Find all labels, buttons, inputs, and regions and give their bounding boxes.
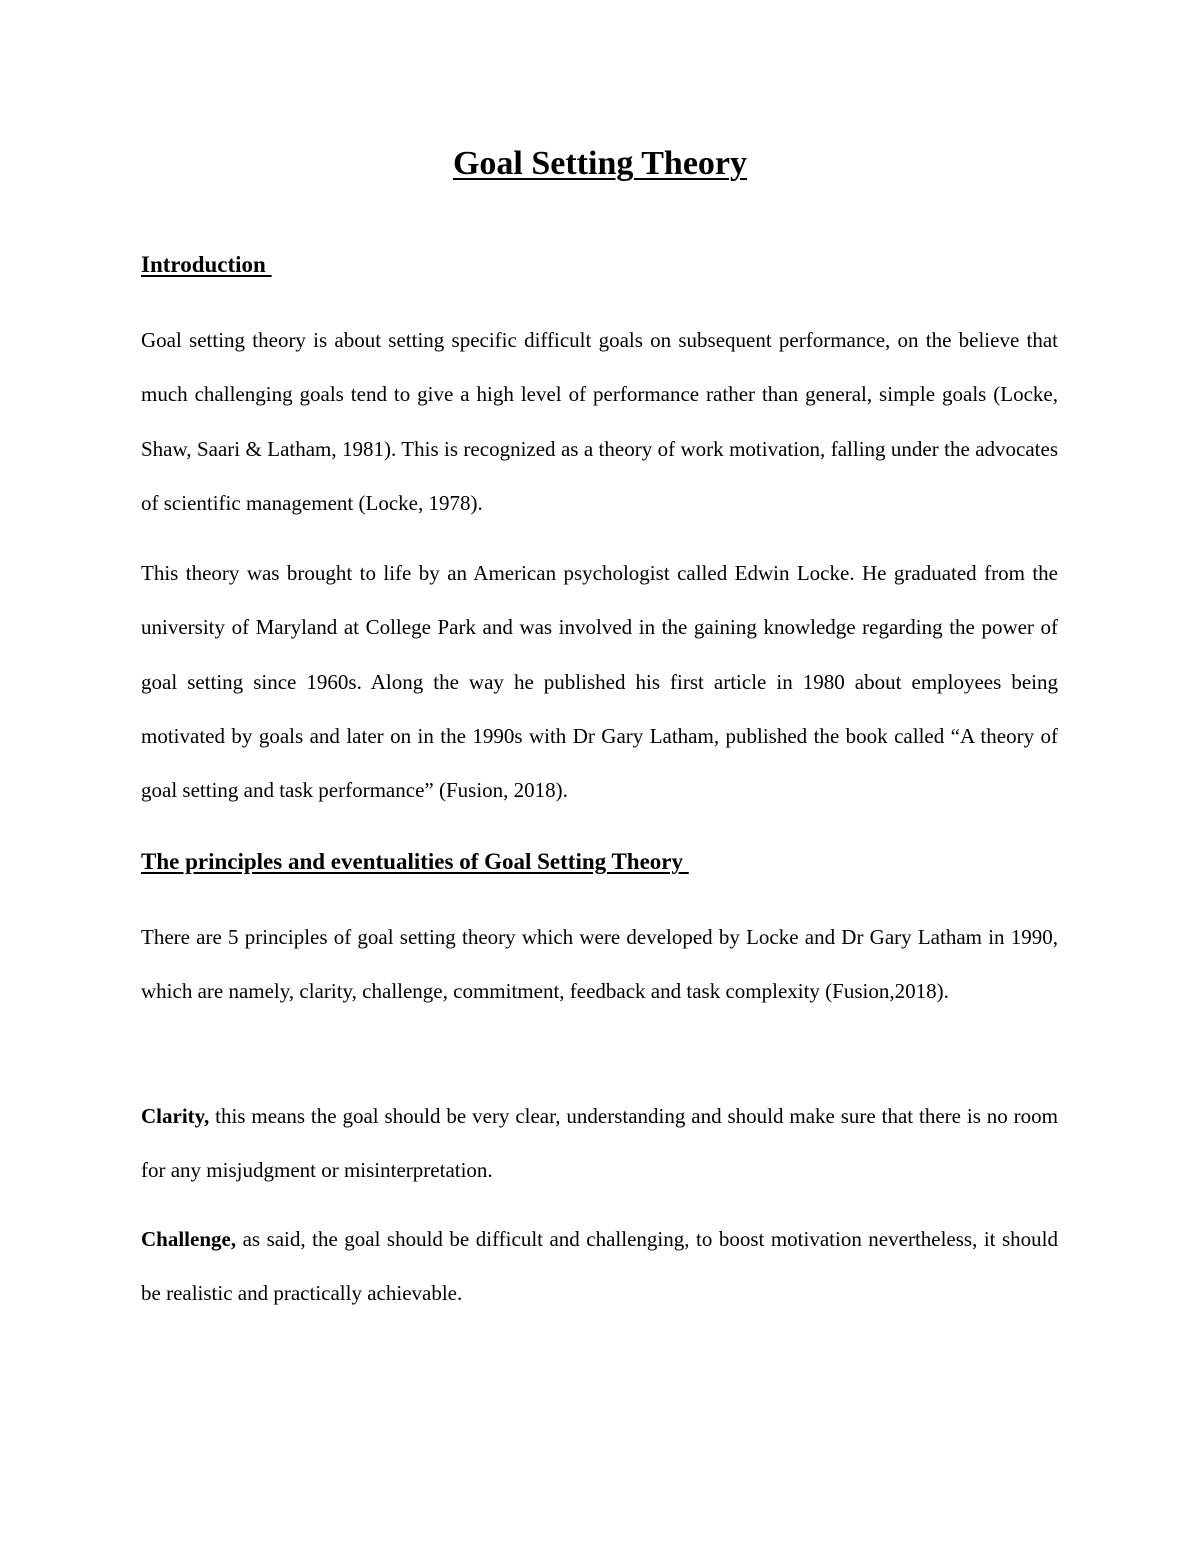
principle-text-clarity: this means the goal should be very clear, understanding and should make sure that there is no room for any misjudgment or misinterpretation. xyxy=(141,1104,1058,1183)
principle-text-challenge: as said, the goal should be difficult and challenging, to boost motivation nevertheless, it should be realistic and practically achievable. xyxy=(141,1227,1058,1306)
intro-paragraph-2: This theory was brought to life by an American psychologist called Edwin Locke. He graduated from the university of Maryland at College Park and was involved in the gaining knowledge regarding the power of goal setting since 1960s. Along the way he published his first article in 1980 about employees being motivated by goals and later on in the 1990s with Dr Gary Latham, published the book called “A theory of goal setting and task performance” (Fusion, 2018). xyxy=(141,561,1058,803)
section-heading-introduction: Introduction xyxy=(141,252,272,277)
principle-term-challenge: Challenge, xyxy=(141,1227,237,1251)
intro-paragraph-1: Goal setting theory is about setting specific difficult goals on subsequent performance, on the believe that much challenging goals tend to give a high level of performance rather than general, simple goals (Locke, Shaw, Saari & Latham, 1981). This is recognized as a theory of work motivation, falling under the advocates of scientific management (Locke, 1978). xyxy=(141,328,1058,515)
section-heading-principles: The principles and eventualities of Goal Setting Theory xyxy=(141,849,689,874)
principle-term-clarity: Clarity, xyxy=(141,1104,210,1128)
principle-clarity xyxy=(141,1089,1058,1198)
principles-paragraph: There are 5 principles of goal setting theory which were developed by Locke and Dr Gary Latham in 1990, which are namely, clarity, challenge, commitment, feedback and task complexity (Fusion,2018). xyxy=(141,925,1058,1004)
principle-challenge xyxy=(141,1212,1058,1321)
document-title: Goal Setting Theory xyxy=(452,145,748,182)
